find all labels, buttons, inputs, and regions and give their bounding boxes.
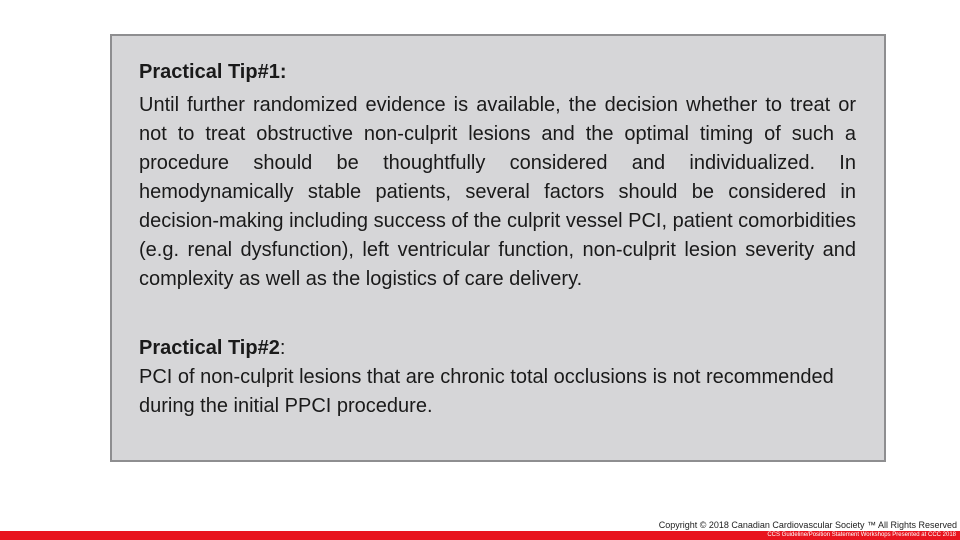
practical-tip-2 xyxy=(139,334,856,421)
tip-1-heading: Practical Tip#1: xyxy=(139,61,287,83)
practical-tips-box xyxy=(110,34,886,462)
copyright-notice: Copyright © 2018 Canadian Cardiovascular Society ™ All Rights Reserved xyxy=(658,520,957,530)
tip-1-body: Until further randomized evidence is available, the decision whether to treat or not to treat obstructive non-culprit lesions and the optimal timing of such a procedure should be thoughtfully considered and individualized. In hemodynamically stable patients, several factors should be considered in decision-making including success of the culprit vessel PCI, patient comorbidities (e.g. renal dysfunction), left ventricular function, non-culprit lesion severity and complexity as well as the logistics of care delivery. xyxy=(139,94,857,290)
tip-2-heading xyxy=(139,334,856,363)
tip-2-heading-label: Practical Tip#2 xyxy=(139,337,280,359)
tip-2-heading-colon: : xyxy=(279,337,286,359)
practical-tip-1 xyxy=(139,58,856,294)
footer-subtitle: CCS Guideline/Position Statement Workshops Presented at CCC 2018 xyxy=(767,532,956,538)
tip-2-body: PCI of non-culprit lesions that are chronic total occlusions is not recommended during the initial PPCI procedure. xyxy=(139,366,834,417)
